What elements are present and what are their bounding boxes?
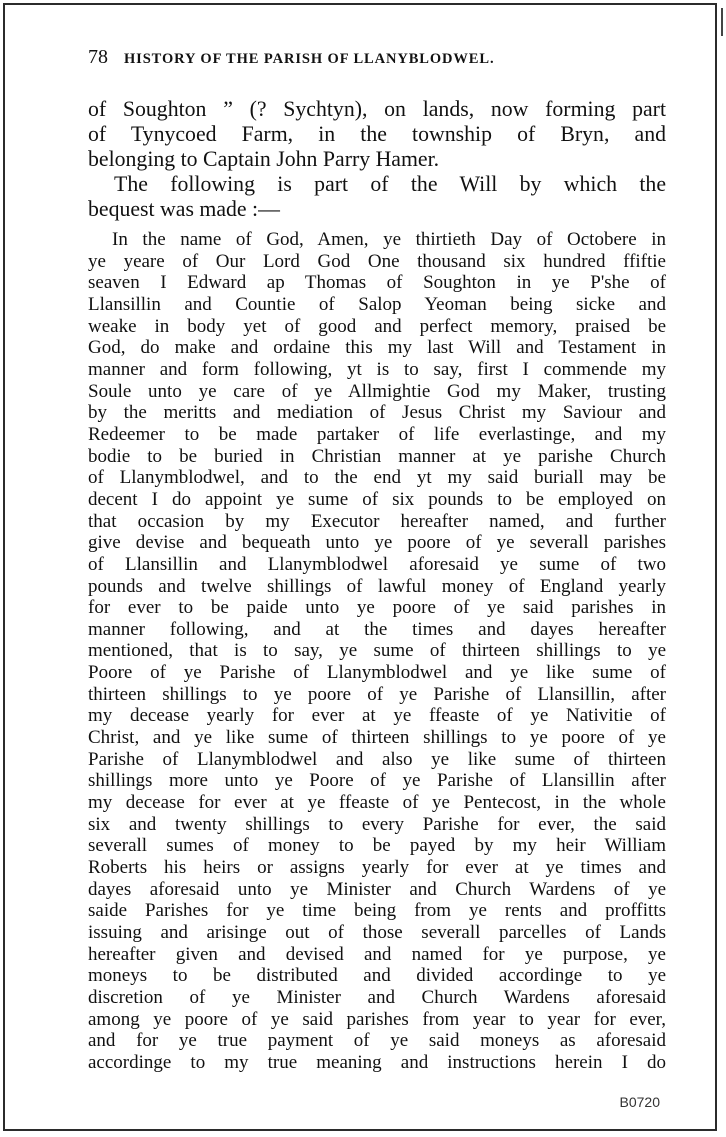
will-line: seaven I Edward ap Thomas of Soughton in ye P'she of [88, 272, 666, 294]
will-line: saide Parishes for ye time being from ye rents and proffitts [88, 900, 666, 922]
will-line: mentioned, that is to say, ye sume of thirteen shillings to ye [88, 640, 666, 662]
will-line: bodie to be buried in Christian manner at ye parishe Church [88, 445, 666, 467]
intro-line: The following is part of the Will by which the [114, 172, 666, 196]
intro-paragraph [88, 97, 666, 222]
will-line: dayes aforesaid unto ye Minister and Church Wardens of ye [88, 878, 666, 900]
will-line: of Llansillin and Llanymblodwel aforesaid ye sume of two [88, 553, 666, 575]
will-line: God, do make and ordaine this my last Will and Testament in [88, 337, 666, 359]
will-line: hereafter given and devised and named for ye purpose, ye [88, 943, 666, 965]
intro-line: of Tynycoed Farm, in the township of Bryn, and [88, 122, 666, 146]
will-line: accordinge to my true meaning and instructions herein I do [88, 1051, 666, 1073]
will-line: for ever to be paide unto ye poore of ye said parishes in [88, 597, 666, 619]
will-line: manner and form following, yt is to say, first I commende my [88, 358, 666, 380]
will-line: among ye poore of ye said parishes from year to year for ever, [88, 1008, 666, 1030]
will-line: give devise and bequeath unto ye poore of ye severall parishes [88, 532, 666, 554]
will-line: ye yeare of Our Lord God One thousand six hundred ffiftie [88, 250, 666, 272]
scan-edge-mark [721, 8, 723, 36]
catalog-id: B0720 [619, 1094, 660, 1110]
will-line: pounds and twelve shillings of lawful money of England yearly [88, 575, 666, 597]
will-line: Parishe of Llanymblodwel and also ye like sume of thirteen [88, 748, 666, 770]
intro-line: of Soughton ” (? Sychtyn), on lands, now forming part [88, 97, 666, 121]
will-line: thirteen shillings to ye poore of ye Parishe of Llansillin, after [88, 683, 666, 705]
will-line: that occasion by my Executor hereafter named, and further [88, 510, 666, 532]
page-number: 78 [88, 46, 108, 68]
will-line: Llansillin and Countie of Salop Yeoman being sicke and [88, 293, 666, 315]
will-line: six and twenty shillings to every Parishe for ever, the said [88, 813, 666, 835]
will-line: moneys to be distributed and divided accordinge to ye [88, 965, 666, 987]
will-line: severall sumes of money to be payed by my heir William [88, 835, 666, 857]
will-line: Redeemer to be made partaker of life everlastinge, and my [88, 423, 666, 445]
intro-line: bequest was made :— [88, 197, 280, 221]
will-line: issuing and arisinge out of those severall parcelles of Lands [88, 922, 666, 943]
will-line: Poore of ye Parishe of Llanymblodwel and ye like sume of [88, 662, 666, 684]
will-line: In the name of God, Amen, ye thirtieth Day of Octobere in [112, 229, 666, 250]
running-head: HISTORY OF THE PARISH OF LLANYBLODWEL. [124, 51, 495, 67]
will-line: and for ye true payment of ye said moneys as aforesaid [88, 1030, 666, 1052]
will-line: decent I do appoint ye sume of six pounds to be employed on [88, 488, 666, 510]
will-line: Soule unto ye care of ye Allmightie God my Maker, trusting [88, 380, 666, 402]
will-line: manner following, and at the times and dayes hereafter [88, 618, 666, 640]
will-line: Roberts his heirs or assigns yearly for ever at ye times and [88, 857, 666, 879]
will-line: my decease yearly for ever at ye ffeaste of ye Nativitie of [88, 705, 666, 727]
will-line: discretion of ye Minister and Church Wardens aforesaid [88, 986, 666, 1008]
will-line: shillings more unto ye Poore of ye Parishe of Llansillin after [88, 770, 666, 792]
will-line: Christ, and ye like sume of thirteen shillings to ye poore of ye [88, 727, 666, 749]
will-line: my decease for ever at ye ffeaste of ye Pentecost, in the whole [88, 792, 666, 814]
will-line: by the meritts and mediation of Jesus Christ my Saviour and [88, 402, 666, 424]
page-header [88, 46, 628, 69]
will-line: weake in body yet of good and perfect memory, praised be [88, 315, 666, 337]
will-extract [88, 229, 666, 1074]
will-line: of Llanymblodwel, and to the end yt my said buriall may be [88, 467, 666, 489]
intro-line: belonging to Captain John Parry Hamer. [88, 147, 440, 171]
